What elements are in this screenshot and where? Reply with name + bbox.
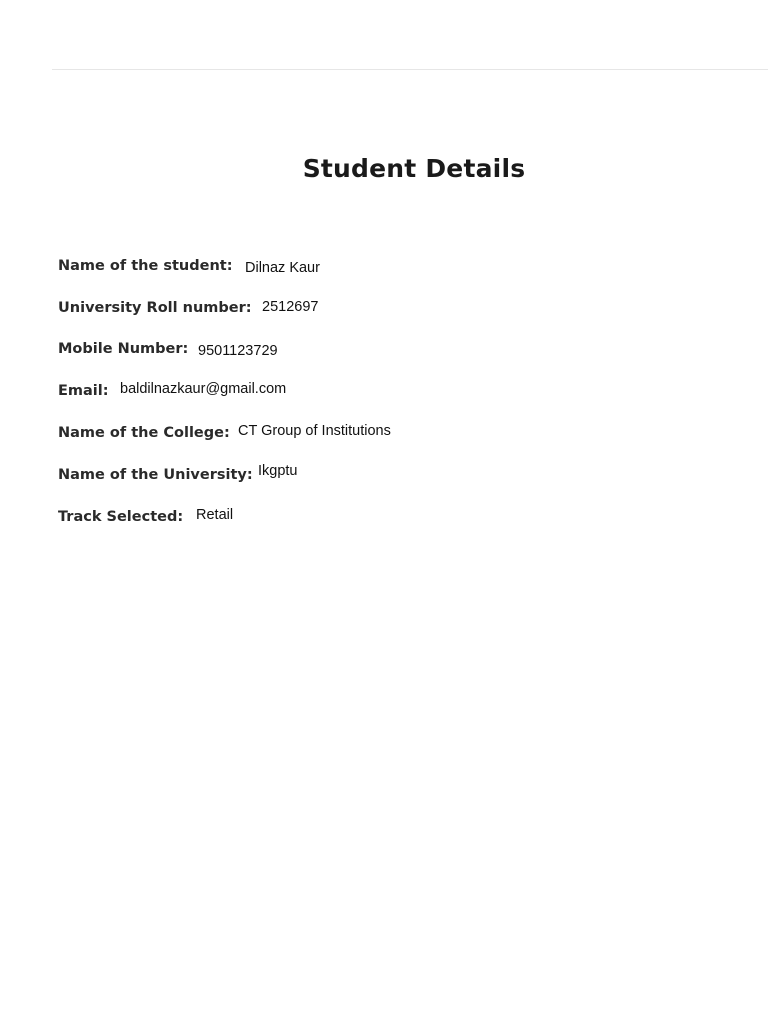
field-value: 9501123729 bbox=[198, 343, 278, 359]
field-label: Mobile Number: bbox=[58, 341, 189, 357]
field-value: 2512697 bbox=[262, 299, 319, 315]
field-value: baldilnazkaur@gmail.com bbox=[120, 381, 287, 397]
field-label: Name of the University: bbox=[58, 467, 253, 483]
field-value: Retail bbox=[196, 507, 234, 523]
field-value: CT Group of Institutions bbox=[238, 423, 391, 439]
page-title: Student Details bbox=[302, 154, 526, 183]
field-label: Name of the student: bbox=[58, 258, 233, 274]
field-label: Track Selected: bbox=[58, 509, 184, 525]
field-label: Name of the College: bbox=[58, 425, 230, 441]
top-divider bbox=[52, 69, 768, 70]
field-value: Ikgptu bbox=[258, 463, 298, 479]
field-label: Email: bbox=[58, 383, 109, 399]
field-label: University Roll number: bbox=[58, 300, 252, 316]
field-value: Dilnaz Kaur bbox=[245, 260, 320, 276]
